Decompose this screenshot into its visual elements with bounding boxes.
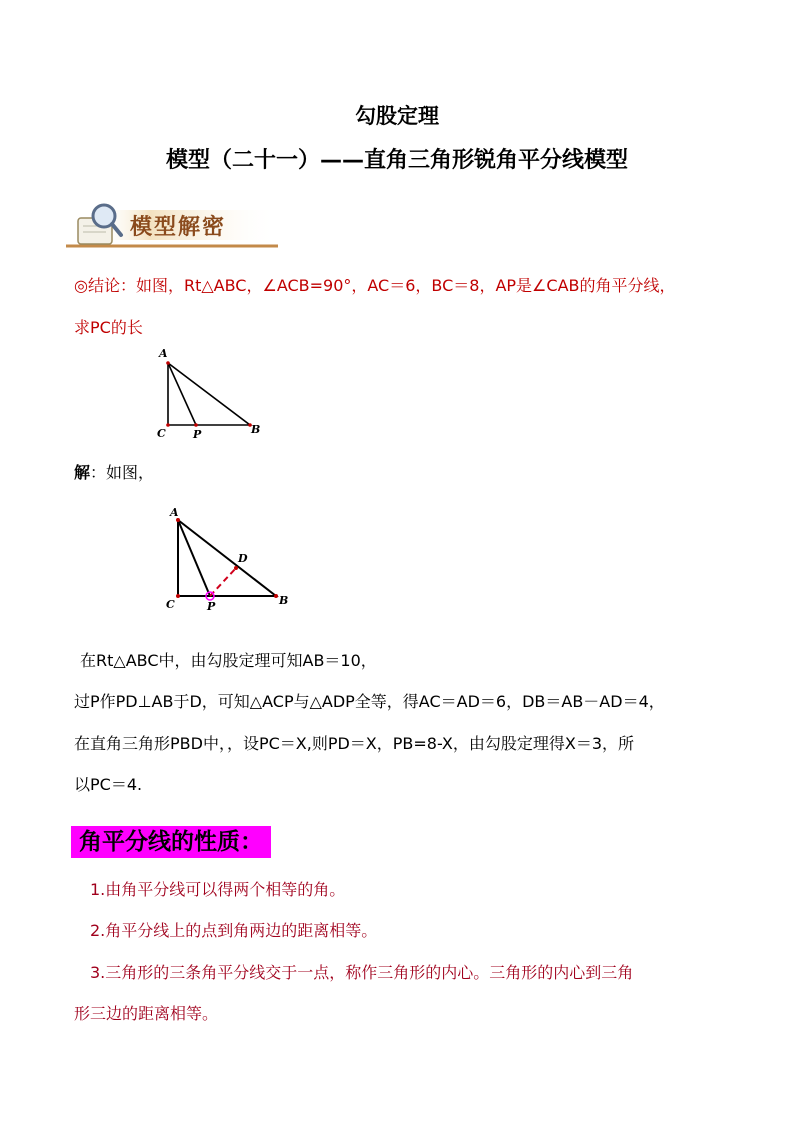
fig2-label-p: P	[207, 600, 216, 613]
conclusion-line-1: ◎结论：如图，Rt△ABC，∠ACB=90°，AC＝6，BC＝8，AP是∠CAB的角平分线，	[74, 276, 676, 295]
fig1-label-b: B	[251, 423, 261, 436]
banner-title: 模型解密	[130, 214, 227, 240]
fig2-label-d: D	[238, 552, 248, 565]
solution-step-1: 在Rt△ABC中，由勾股定理可知AB＝10，	[80, 651, 377, 670]
solution-label: 解	[74, 463, 91, 482]
property-item-3-line-2: 形三边的距离相等。	[74, 1004, 219, 1023]
property-item-3-line-1: 3.三角形的三条角平分线交于一点，称作三角形的内心。三角形的内心到三角	[90, 963, 634, 982]
fig2-label-b: B	[279, 594, 289, 607]
fig1-label-c: C	[157, 427, 166, 440]
figure-1-triangle	[150, 345, 270, 445]
solution-intro	[74, 460, 154, 483]
fig1-label-a: A	[159, 347, 168, 360]
solution-step-2: 过P作PD⊥AB于D，可知△ACP与△ADP全等，得AC＝AD＝6，DB＝AB－AD＝4，	[74, 692, 665, 711]
solution-step-4: 以PC＝4.	[74, 775, 143, 794]
solution-step-3: 在直角三角形PBD中，，设PC＝X,则PD＝X，PB=8-X，由勾股定理得X＝3，所	[74, 734, 635, 753]
conclusion-line-2: 求PC的长	[74, 318, 143, 337]
property-item-2: 2.角平分线上的点到角两边的距离相等。	[90, 921, 378, 940]
solution-intro-text: ：如图，	[90, 463, 155, 482]
property-item-1: 1.由角平分线可以得两个相等的角。	[90, 880, 346, 899]
figure-2-triangle	[160, 500, 300, 620]
fig1-label-p: P	[193, 428, 202, 441]
page-title: 勾股定理	[355, 104, 439, 128]
page-subtitle: 模型（二十一）——直角三角形锐角平分线模型	[165, 148, 628, 173]
fig2-label-c: C	[166, 598, 175, 611]
magnifier-icon	[74, 200, 126, 248]
fig2-label-a: A	[170, 506, 179, 519]
properties-heading: 角平分线的性质：	[71, 826, 271, 858]
